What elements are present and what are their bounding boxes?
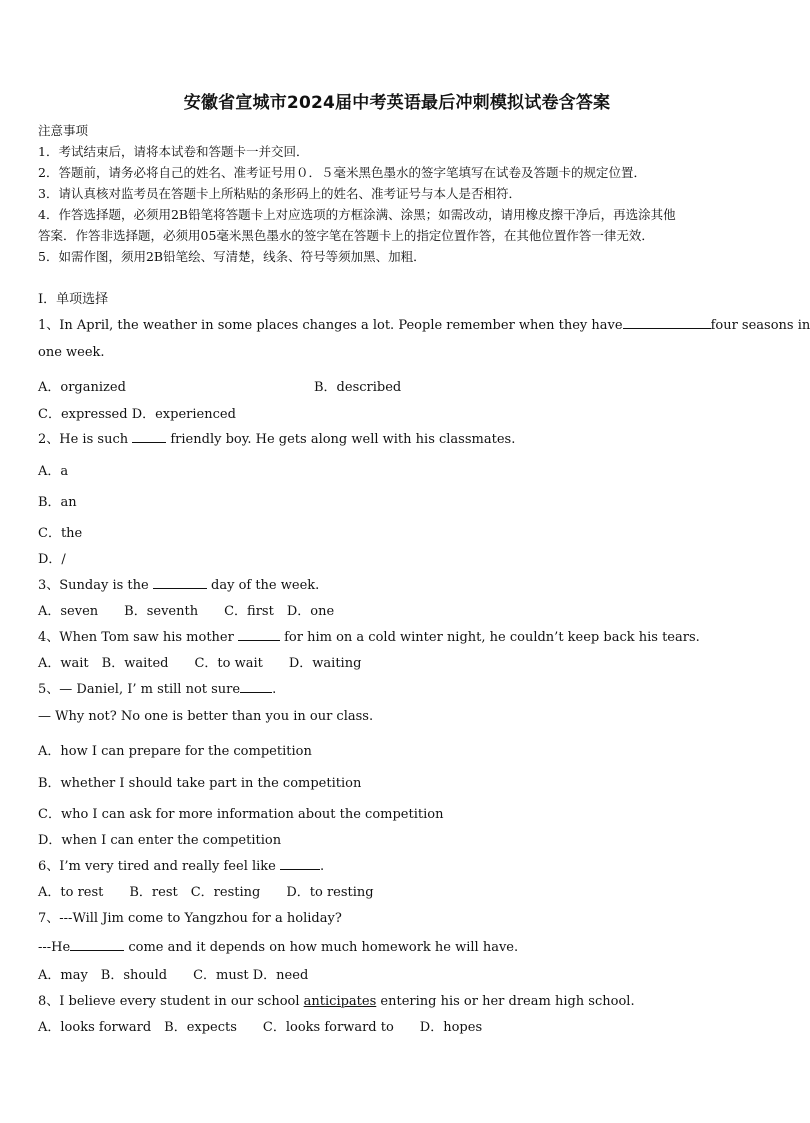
question-text: 3、Sunday is the <box>38 578 149 593</box>
question-5-reply: — Why not? No one is better than you in our class. <box>38 709 374 724</box>
question-text: . <box>272 682 277 697</box>
notes-heading: 注意事项 <box>38 123 89 138</box>
option-c-d[interactable]: C．expressed D．experienced <box>38 407 236 422</box>
notes-item: 3．请认真核对监考员在答题卡上所粘贴的条形码上的姓名、准考证号与本人是否相符． <box>38 186 521 201</box>
notes-item: 2．答题前，请务必将自己的姓名、准考证号用０．５毫米黑色墨水的签字笔填写在试卷及答题卡的规定位置． <box>38 165 646 180</box>
notes-item: 4．作答选择题，必须用2B铅笔将答题卡上对应选项的方框涂满、涂黑；如需改动，请用橡皮擦干净后，再选涂其他 <box>38 207 676 222</box>
notes-item: 1．考试结束后，请将本试卷和答题卡一并交回． <box>38 144 309 159</box>
question-4-options[interactable]: A．wait B．waited C．to wait D．waiting <box>38 656 362 671</box>
answer-blank[interactable] <box>153 576 207 589</box>
answer-blank[interactable] <box>240 680 272 693</box>
question-text: . <box>320 859 325 874</box>
question-7-options[interactable]: A．may B．should C．must D．need <box>38 968 309 983</box>
underlined-word: anticipates <box>303 994 377 1009</box>
question-text: day of the week. <box>211 578 320 593</box>
option-a[interactable]: A．how I can prepare for the competition <box>38 744 312 759</box>
answer-blank[interactable] <box>280 857 320 870</box>
page-title: 安徽省宣城市2024届中考英语最后冲刺模拟试卷含答案 <box>183 93 611 113</box>
answer-blank[interactable] <box>70 938 124 951</box>
question-8-stem <box>38 990 635 1009</box>
question-text: 6、I’m very tired and really feel like <box>38 859 276 874</box>
question-text: 4、When Tom saw his mother <box>38 630 234 645</box>
question-text: 2、He is such <box>38 432 129 447</box>
notes-item: 5．如需作图，须用2B铅笔绘、写清楚，线条、符号等须加黑、加粗． <box>38 249 426 264</box>
option-c[interactable]: C．the <box>38 526 83 541</box>
answer-blank[interactable] <box>238 628 280 641</box>
question-3-options[interactable]: A．seven B．seventh C．first D．one <box>38 604 335 619</box>
question-1-stem <box>38 314 810 333</box>
question-text: 8、I believe every student in our school <box>38 994 300 1009</box>
question-3-stem <box>38 574 319 593</box>
question-4-stem <box>38 626 700 645</box>
question-5-stem <box>38 678 276 697</box>
option-b[interactable]: B．whether I should take part in the competition <box>38 776 362 791</box>
option-a[interactable]: A．organized <box>38 380 126 395</box>
question-text: four seasons in <box>710 318 810 333</box>
answer-blank[interactable] <box>132 430 166 443</box>
option-a[interactable]: A．a <box>38 464 69 479</box>
question-text: entering his or her dream high school. <box>380 994 635 1009</box>
option-d[interactable]: D．/ <box>38 552 66 567</box>
question-1-stem-cont: one week. <box>38 345 105 360</box>
question-text: ---He <box>38 940 71 955</box>
option-c[interactable]: C．who I can ask for more information about the competition <box>38 807 444 822</box>
option-d[interactable]: D．when I can enter the competition <box>38 833 282 848</box>
option-b[interactable]: B．described <box>314 380 402 395</box>
question-text: friendly boy. He gets along well with his classmates. <box>170 432 516 447</box>
question-7-reply <box>38 938 518 955</box>
notes-item: 答案．作答非选择题，必须用05毫米黑色墨水的签字笔在答题卡上的指定位置作答，在其他位置作答一律无效． <box>38 228 654 243</box>
question-text: 5、— Daniel, I’ m still not sure <box>38 682 241 697</box>
question-6-stem <box>38 855 324 874</box>
question-text: come and it depends on how much homework he will have. <box>128 940 519 955</box>
option-b[interactable]: B．an <box>38 495 77 510</box>
question-1-options-row <box>38 376 402 395</box>
question-text: for him on a cold winter night, he couldn’t keep back his tears. <box>284 630 700 645</box>
question-2-stem <box>38 428 515 447</box>
question-text: 1、In April, the weather in some places changes a lot. People remember when they have <box>38 318 623 333</box>
question-6-options[interactable]: A．to rest B．rest C．resting D．to resting <box>38 885 374 900</box>
answer-blank[interactable] <box>623 316 711 329</box>
question-8-options[interactable]: A．looks forward B．expects C．looks forward to D．hopes <box>38 1020 483 1035</box>
question-7-stem: 7、---Will Jim come to Yangzhou for a holiday? <box>38 911 342 926</box>
section-heading: Ⅰ．单项选择 <box>38 292 109 307</box>
